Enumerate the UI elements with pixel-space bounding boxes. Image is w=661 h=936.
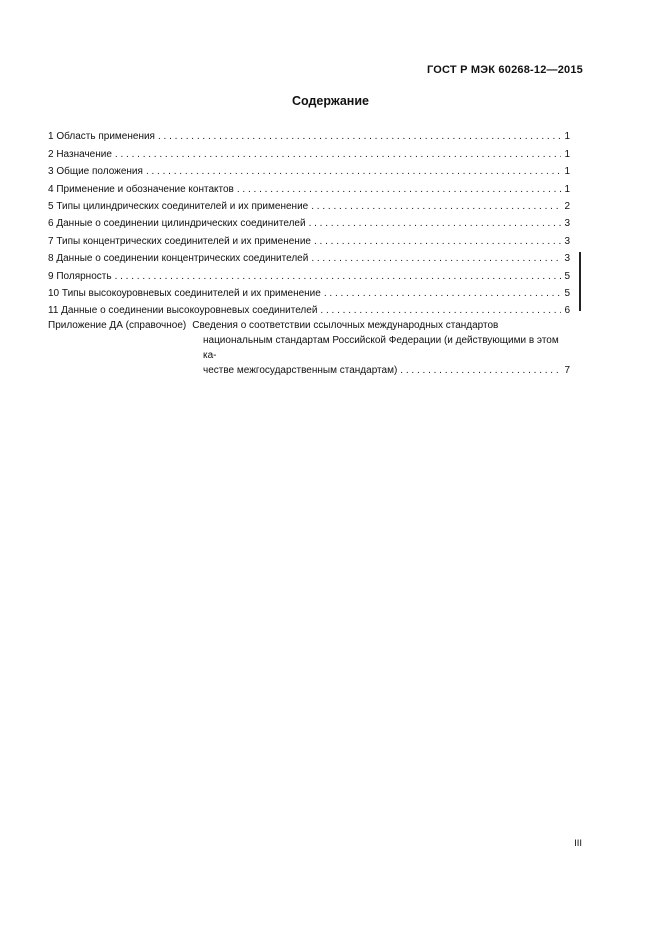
toc-entry-1[interactable] — [48, 126, 570, 143]
annex-title-line-1: Сведения о соответствии ссылочных международных стандартов — [192, 320, 499, 331]
toc-entry-label: 5 Типы цилиндрических соединителей и их применение — [48, 200, 309, 212]
toc-entry-label: 6 Данные о соединении цилиндрических соединителей — [48, 218, 306, 230]
toc-entry-8[interactable] — [48, 248, 570, 265]
toc-entry-label: 8 Данные о соединении концентрических соединителей — [48, 253, 309, 265]
toc-entry-page: 3 — [564, 218, 570, 230]
annex-first-line — [48, 318, 570, 333]
toc-entry-label: 9 Полярность — [48, 270, 112, 282]
annex-last-line — [203, 363, 570, 378]
dot-leader — [115, 149, 561, 161]
toc-entry-4[interactable] — [48, 178, 570, 195]
toc-entry-page: 1 — [564, 131, 570, 143]
toc-title: Содержание — [291, 94, 369, 108]
dot-leader — [311, 201, 561, 213]
toc-entry-page: 1 — [564, 166, 570, 178]
dot-leader — [324, 288, 561, 300]
toc-entry-page: 1 — [564, 183, 570, 195]
toc-entry-page: 1 — [564, 148, 570, 160]
page-number: III — [574, 838, 582, 849]
toc-entry-3[interactable] — [48, 161, 570, 178]
dot-leader — [314, 236, 561, 248]
toc-entry-2[interactable] — [48, 143, 570, 160]
dot-leader — [400, 363, 561, 378]
toc-entry-page: 7 — [564, 365, 570, 376]
annex-title-line-3: честве межгосударственным стандартам) — [203, 365, 398, 376]
toc-entry-11[interactable] — [48, 300, 570, 317]
toc-entry-page: 5 — [564, 270, 570, 282]
toc-entry-label: 7 Типы концентрических соединителей и их применение — [48, 235, 311, 247]
revision-change-bar — [579, 252, 581, 311]
toc-entry-label: 2 Назначение — [48, 148, 112, 160]
toc-entry-page: 3 — [564, 253, 570, 265]
dot-leader — [311, 253, 561, 265]
toc-entry-label: 4 Применение и обозначение контактов — [48, 183, 234, 195]
dot-leader — [237, 184, 561, 196]
dot-leader — [309, 218, 561, 230]
dot-leader — [158, 131, 561, 143]
toc-entry-6[interactable] — [48, 213, 570, 230]
table-of-contents — [48, 126, 570, 317]
dot-leader — [115, 271, 561, 283]
toc-entry-page: 2 — [564, 200, 570, 212]
toc-entry-9[interactable] — [48, 265, 570, 282]
annex-lead: Приложение ДА (справочное) — [48, 320, 187, 331]
toc-entry-label: 10 Типы высокоуровневых соединителей и их применение — [48, 287, 321, 299]
annex-title-line-2: национальным стандартам Российской Федерации (и действующими в этом ка- — [203, 335, 559, 361]
toc-entry-page: 5 — [564, 287, 570, 299]
toc-entry-page: 6 — [564, 305, 570, 317]
toc-entry-page: 3 — [564, 235, 570, 247]
dot-leader — [146, 166, 561, 178]
toc-entry-label: 3 Общие положения — [48, 166, 143, 178]
toc-entry-10[interactable] — [48, 283, 570, 300]
toc-entry-label: 11 Данные о соединении высокоуровневых соединителей — [48, 305, 318, 317]
toc-entry-5[interactable] — [48, 196, 570, 213]
toc-entry-annex[interactable] — [48, 318, 570, 378]
toc-entry-label: 1 Область применения — [48, 131, 155, 143]
document-header: ГОСТ Р МЭК 60268-12—2015 — [426, 64, 583, 76]
dot-leader — [320, 305, 561, 317]
toc-entry-7[interactable] — [48, 230, 570, 247]
